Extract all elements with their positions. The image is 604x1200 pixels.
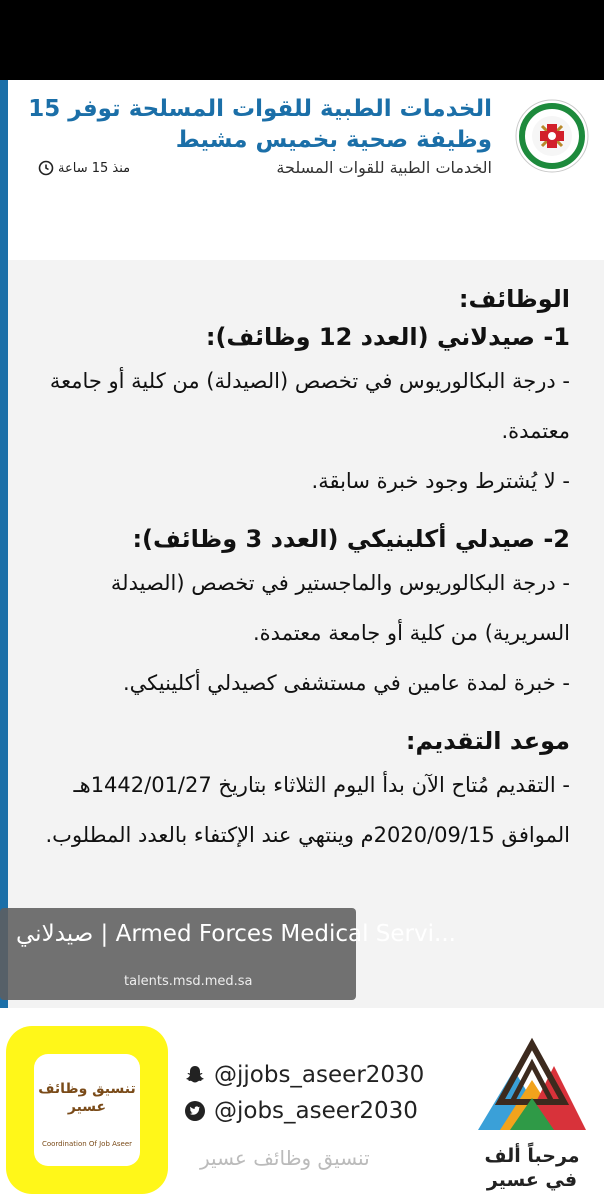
- mountains-logo-icon: [470, 1030, 594, 1140]
- job2-title: 2- صيدلي أكلينيكي (العدد 3 وظائف):: [132, 525, 570, 553]
- snapchat-handle[interactable]: @jjobs_aseer2030: [214, 1062, 425, 1088]
- top-status-area: [0, 0, 604, 80]
- snapcode-center: [34, 1054, 140, 1166]
- twitter-handle-row[interactable]: [184, 1098, 418, 1124]
- link-preview-title[interactable]: صيدلاني | Armed Forces Medical Servi...: [16, 921, 456, 947]
- brand-text: مرحباً ألف في عسير: [484, 1145, 580, 1191]
- snapcode-logo-text: تنسيق وظائف عسير: [38, 1081, 136, 1115]
- snapcode[interactable]: [6, 1026, 168, 1194]
- jobs-heading: الوظائف:: [458, 285, 570, 313]
- job2-requirement-2: - خبرة لمدة عامين في مستشفى كصيدلي أكلينيكي.: [122, 671, 570, 695]
- spacer: [30, 708, 570, 722]
- clock-icon: [38, 160, 54, 176]
- snapchat-handle-row[interactable]: [184, 1062, 424, 1088]
- job1-requirement-2: - لا يُشترط وجود خبرة سابقة.: [311, 469, 570, 493]
- time-label: منذ 15 ساعة: [58, 160, 131, 176]
- link-preview-overlay[interactable]: [0, 908, 456, 1000]
- article-source: الخدمات الطبية للقوات المسلحة: [276, 158, 492, 177]
- twitter-icon: [184, 1100, 206, 1122]
- snapchat-icon: [184, 1064, 206, 1086]
- apply-heading: موعد التقديم:: [405, 727, 570, 755]
- apply-text: - التقديم مُتاح الآن بدأ اليوم الثلاثاء بتاريخ 1442/01/27هـ الموافق 2020/09/15م وينتهي عند الإكتفاء بالعدد المطلوب.: [45, 773, 570, 847]
- article-title[interactable]: الخدمات الطبية للقوات المسلحة توفر 15 وظيفة صحية بخميس مشيط: [28, 96, 492, 153]
- link-preview-url[interactable]: talents.msd.med.sa: [124, 974, 253, 989]
- job1-title: 1- صيدلاني (العدد 12 وظائف):: [205, 323, 570, 351]
- twitter-handle[interactable]: @jobs_aseer2030: [214, 1098, 418, 1124]
- spacer: [30, 506, 570, 520]
- article-time: [38, 160, 130, 176]
- article-content: [30, 280, 570, 860]
- news-card[interactable]: [0, 80, 604, 260]
- promo-footer: [0, 1008, 604, 1200]
- job2-requirement-1: - درجة البكالوريوس والماجستير في تخصص (الصيدلة السريرية) من كلية أو جامعة معتمدة.: [110, 571, 570, 645]
- faded-brand-text: تنسيق وظائف عسير: [200, 1146, 370, 1170]
- article-body: [0, 260, 604, 1008]
- job1-requirement-1: - درجة البكالوريوس في تخصص (الصيدلة) من كلية أو جامعة معتمدة.: [49, 369, 570, 443]
- armed-forces-medical-logo: [514, 98, 590, 174]
- brand-logo: [470, 1030, 594, 1198]
- snapcode-logo-subtext: Coordination Of Job Aseer: [41, 1140, 133, 1148]
